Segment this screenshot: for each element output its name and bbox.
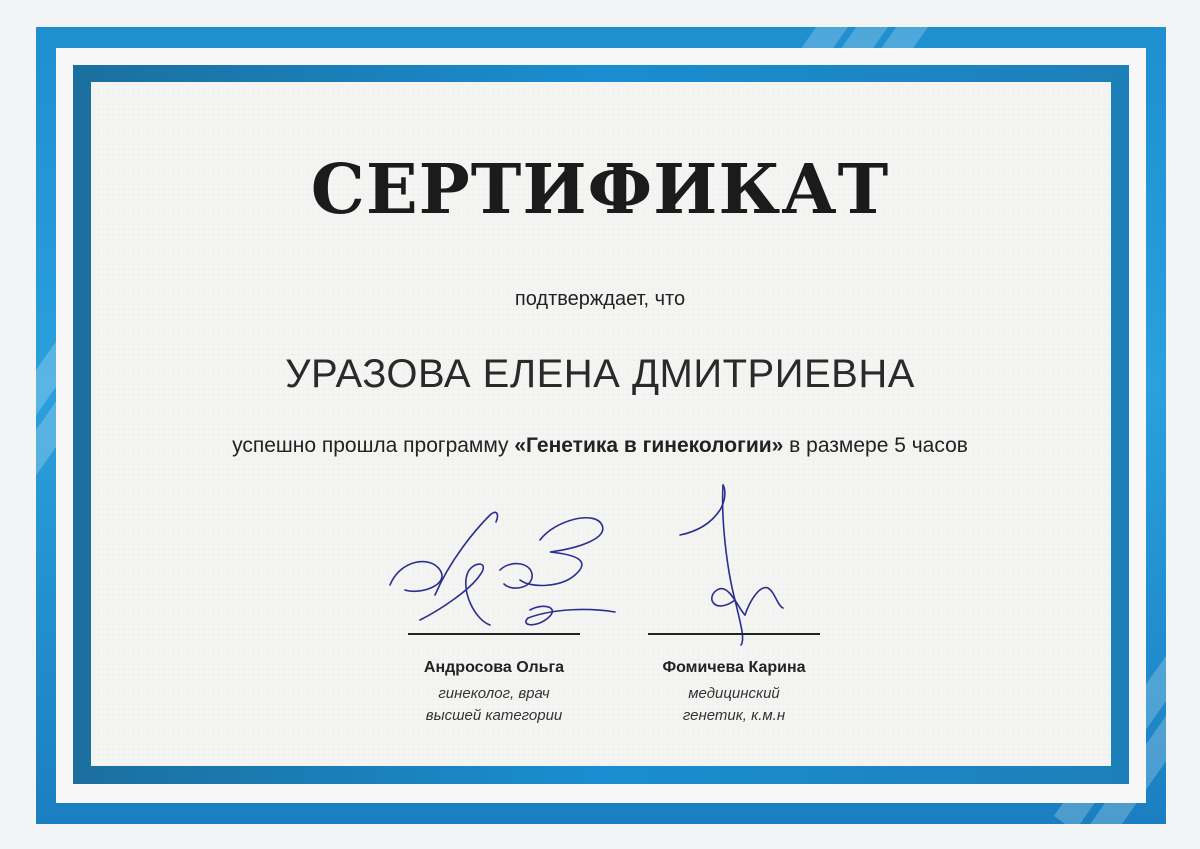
signature-androsova <box>380 500 630 650</box>
signer-name-2: Фомичева Карина <box>662 659 806 676</box>
signer-role-1-line1: гинеколог, врач <box>438 685 550 702</box>
program-name: «Генетика в гинекологии» <box>514 434 784 457</box>
signature-fomicheva <box>665 480 815 650</box>
program-suffix: в размере 5 часов <box>783 434 968 457</box>
signer-name-1: Андросова Ольга <box>423 659 565 676</box>
signer-role-2-line2: генетик, к.м.н <box>682 707 786 724</box>
confirms-text: подтверждает, что <box>514 288 686 310</box>
certificate-title: СЕРТИФИКАТ <box>310 150 890 230</box>
recipient-name: УРАЗОВА ЕЛЕНА ДМИТРИЕВНА <box>285 352 915 396</box>
signature-line-1 <box>408 633 580 635</box>
program-statement <box>0 434 1200 458</box>
signature-line-2 <box>648 633 820 635</box>
program-prefix: успешно прошла программу <box>232 434 515 457</box>
signer-role-2-line1: медицинский <box>688 685 780 702</box>
signer-role-1-line2: высшей категории <box>425 707 563 724</box>
